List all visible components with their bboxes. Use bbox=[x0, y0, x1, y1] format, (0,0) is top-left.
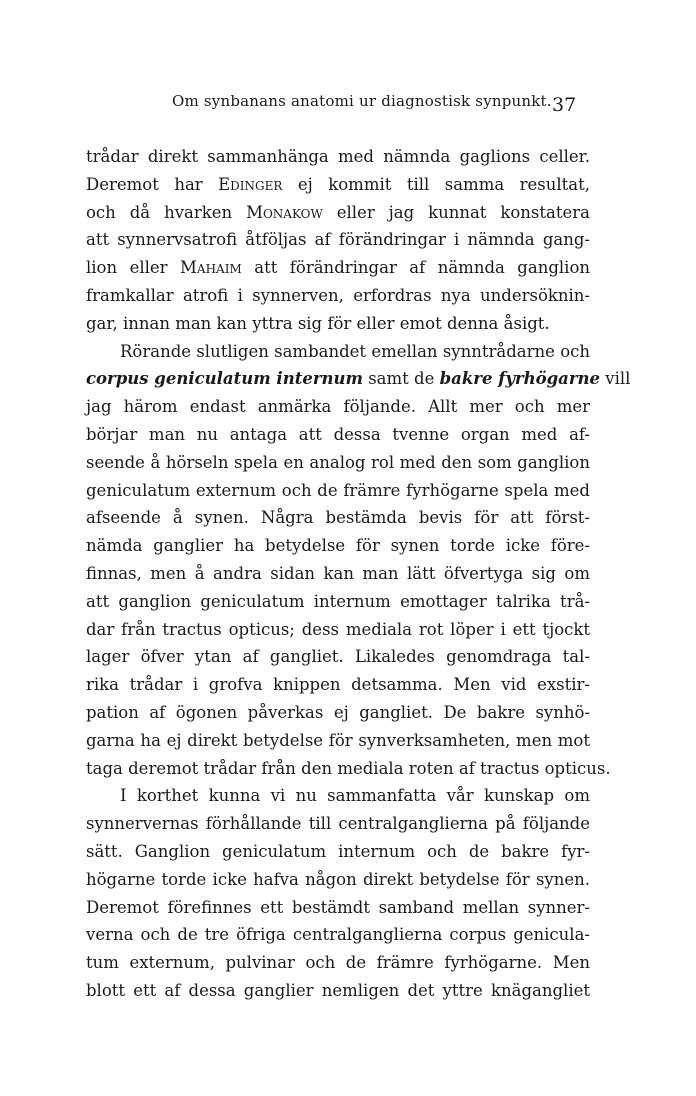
text-segment: gar, innan man kan yttra sig för eller emot denna åsigt. bbox=[86, 313, 550, 333]
author-name: Monakow bbox=[246, 202, 323, 222]
latin-term: bakre fyrhögarne bbox=[439, 369, 601, 389]
text-segment: lager öfver ytan af gangliet. Likaledes genomdraga tal- bbox=[86, 647, 590, 667]
text-segment: trådar direkt sammanhänga med nämnda gaglions celler. bbox=[86, 147, 590, 166]
text-segment: blott ett af dessa ganglier nemligen det yttre knägangliet bbox=[86, 980, 590, 1000]
text-segment: sätt. Ganglion geniculatum internum och de bakre fyr- bbox=[86, 841, 590, 861]
text-line bbox=[86, 588, 590, 616]
text-line bbox=[86, 949, 590, 977]
text-segment: rika trådar i grofva knippen detsamma. Men vid exstir- bbox=[86, 675, 590, 695]
text-segment: att synnervsatrofi åtföljas af förändringar i nämnda gang- bbox=[86, 230, 590, 250]
author-name: Mahaim bbox=[180, 258, 242, 278]
text-line bbox=[86, 449, 590, 477]
text-segment: verna och de tre öfriga centralganglierna corpus genicula- bbox=[86, 925, 590, 945]
text-segment: framkallar atrofi i synnerven, erfordras nya undersöknin- bbox=[86, 285, 590, 305]
text-segment: finnas, men å andra sidan kan man lätt öfvertyga sig om bbox=[86, 563, 590, 583]
text-line bbox=[86, 477, 590, 505]
text-segment: Rörande slutligen sambandet emellan synntrådarne och bbox=[120, 341, 590, 361]
text-line bbox=[86, 143, 590, 171]
text-line bbox=[86, 254, 590, 282]
text-line bbox=[86, 782, 590, 810]
text-segment: samt de bbox=[362, 369, 440, 389]
text-line bbox=[86, 338, 590, 366]
text-segment: dar från tractus opticus; dess mediala rot löper i ett tjockt bbox=[86, 619, 590, 639]
text-segment: att förändringar af nämnda ganglion bbox=[241, 258, 591, 278]
text-line bbox=[86, 755, 611, 783]
text-line bbox=[86, 810, 590, 838]
latin-term: corpus geniculatum internum bbox=[86, 369, 363, 389]
text-segment: tum externum, pulvinar och de främre fyrhögarne. Men bbox=[86, 953, 590, 973]
author-name: Edinger bbox=[218, 174, 283, 194]
text-segment: synnervernas förhållande till centralganglierna på följande bbox=[86, 814, 590, 834]
text-line bbox=[86, 532, 590, 560]
text-segment: högarne torde icke hafva någon direkt betydelse för synen. bbox=[86, 869, 590, 889]
text-line bbox=[86, 838, 590, 866]
text-line bbox=[86, 977, 590, 1005]
text-line bbox=[86, 421, 590, 449]
text-line bbox=[86, 616, 590, 644]
text-segment: att ganglion geniculatum internum emottager talrika trå- bbox=[86, 591, 590, 611]
text-line bbox=[86, 643, 590, 671]
text-segment: taga deremot trådar från den mediala roten af tractus opticus. bbox=[86, 758, 611, 778]
text-segment: Deremot förefinnes ett bestämdt samband mellan synner- bbox=[86, 897, 590, 917]
text-segment: pation af ögonen påverkas ej gangliet. De bakre synhö- bbox=[86, 702, 590, 722]
text-segment: lion eller bbox=[86, 258, 181, 278]
running-head: Om synbanans anatomi ur diagnostisk synpunkt. bbox=[172, 92, 552, 110]
text-segment: afseende å synen. Några bestämda bevis för att först- bbox=[86, 508, 590, 528]
text-line bbox=[86, 504, 590, 532]
text-line bbox=[86, 171, 590, 199]
text-line bbox=[86, 393, 590, 421]
text-segment: nämda ganglier ha betydelse för synen torde icke före- bbox=[86, 536, 590, 556]
text-segment: och då hvarken bbox=[86, 202, 247, 222]
text-segment: vill bbox=[600, 369, 631, 389]
text-line bbox=[86, 727, 590, 755]
text-line bbox=[86, 365, 631, 393]
text-segment: eller jag kunnat konstatera bbox=[322, 202, 590, 222]
text-line bbox=[86, 866, 590, 894]
text-line bbox=[86, 699, 590, 727]
text-line bbox=[86, 894, 590, 922]
text-line bbox=[86, 671, 590, 699]
text-segment: geniculatum externum och de främre fyrhögarne spela med bbox=[86, 480, 590, 500]
text-segment: börjar man nu antaga att dessa tvenne organ med af- bbox=[86, 424, 590, 444]
text-line bbox=[86, 282, 590, 310]
text-segment: jag härom endast anmärka följande. Allt mer och mer bbox=[86, 397, 590, 417]
text-line bbox=[86, 199, 590, 227]
page-number: 37 bbox=[552, 94, 577, 116]
body-text bbox=[86, 143, 631, 1005]
text-line bbox=[86, 921, 590, 949]
text-segment: ej kommit till samma resultat, bbox=[282, 174, 591, 194]
text-line bbox=[86, 310, 590, 338]
text-segment: garna ha ej direkt betydelse för synverksamheten, men mot bbox=[86, 730, 590, 750]
text-segment: Deremot har bbox=[86, 174, 219, 194]
text-line bbox=[86, 226, 590, 254]
text-line bbox=[86, 560, 590, 588]
text-segment: seende å hörseln spela en analog rol med den som ganglion bbox=[86, 452, 590, 472]
text-segment: I korthet kunna vi nu sammanfatta vår kunskap om bbox=[120, 786, 590, 806]
